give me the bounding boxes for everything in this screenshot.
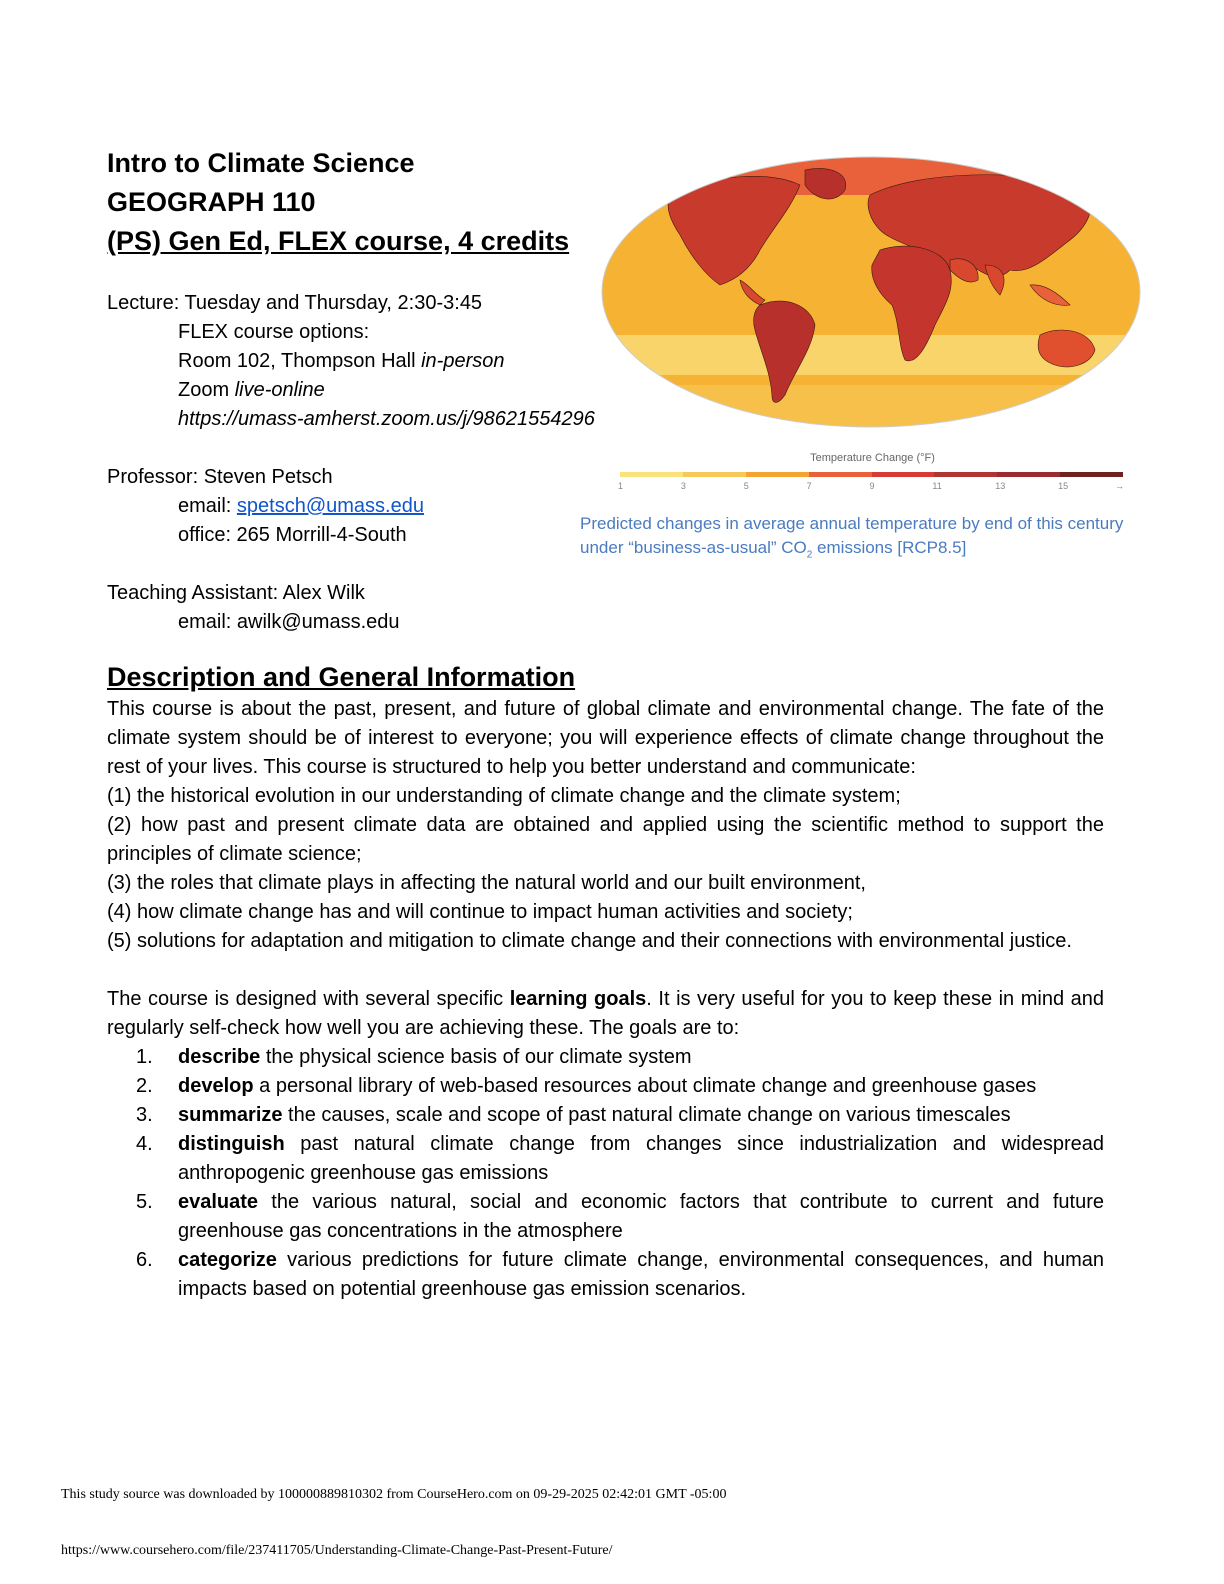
lecture-info: [107, 289, 595, 434]
learning-goal: [107, 1188, 1104, 1246]
figure-caption: [580, 512, 1123, 567]
legend-swatch: [1060, 472, 1123, 477]
goals-intro-bold: learning goals: [509, 988, 647, 1010]
legend-tick: 9: [869, 481, 875, 491]
professor-email-link[interactable]: spetsch@umass.edu: [236, 495, 424, 517]
goal-text: various predictions for future climate change, environmental consequences, and human impacts based on potential greenhouse gas emission scenarios.: [178, 1249, 1104, 1300]
goal-text: the physical science basis of our climate system: [260, 1046, 692, 1068]
description-heading: Description and General Information: [107, 662, 576, 692]
zoom-line: [107, 376, 595, 405]
goals-intro-text: The course is designed with several specific: [107, 988, 510, 1010]
goal-verb: develop: [178, 1075, 254, 1097]
legend-tick: 15: [1058, 481, 1069, 491]
goal-number: 6.: [136, 1249, 153, 1271]
legend-tick: 7: [806, 481, 812, 491]
goal-number: 1.: [136, 1046, 153, 1068]
goal-number: 4.: [136, 1133, 153, 1155]
legend-title: Temperature Change (°F): [810, 452, 935, 464]
legend-tick: 13: [995, 481, 1006, 491]
legend-tick: 11: [932, 481, 942, 491]
ta-info: [107, 579, 400, 637]
zoom: Zoom: [178, 379, 235, 401]
description-point: (1) the historical evolution in our understanding of climate change and the climate system;: [107, 785, 901, 807]
ta-line: Teaching Assistant: Alex Wilk: [107, 582, 365, 604]
goal-text: the various natural, social and economic factors that contribute to current and future greenhouse gas concentrations in the atmosphere: [178, 1191, 1104, 1242]
legend-swatch: [934, 472, 997, 477]
goals-intro-text-end: . It is very useful for you to keep these in mind and regularly self-check how well you are achieving these. The goals are to:: [107, 988, 1105, 1039]
source-url[interactable]: https://www.coursehero.com/file/237411705/Understanding-Climate-Change-Past-Present-Future/: [61, 1543, 613, 1558]
flex-label: FLEX course options:: [178, 321, 370, 343]
email-label: email:: [178, 495, 237, 517]
course-title: Intro to Climate Science: [107, 148, 415, 178]
course-code: GEOGRAPH 110: [107, 187, 316, 217]
goal-verb: describe: [178, 1046, 261, 1068]
legend-swatch: [746, 472, 809, 477]
goal-text: a personal library of web-based resources about climate change and greenhouse gases: [253, 1075, 1037, 1097]
legend-tick: 1: [618, 481, 624, 491]
legend-swatch: [620, 472, 683, 477]
goal-number: 5.: [136, 1191, 153, 1213]
temperature-map: [600, 155, 1142, 429]
learning-goal: [107, 1246, 1104, 1304]
legend-tick: 3: [680, 481, 686, 491]
caption-text: under “business-as-usual” CO: [580, 538, 807, 557]
legend-ticks: [616, 481, 1126, 495]
description-point: (3) the roles that climate plays in affecting the natural world and our built environment,: [107, 872, 866, 894]
description-point: (2) how past and present climate data are obtained and applied using the scientific method to support the principles of climate science;: [107, 814, 1104, 865]
caption-line-2: [580, 536, 1123, 567]
learning-goal: [107, 1101, 1104, 1130]
description-body: [107, 695, 1104, 1304]
caption-text-end: emissions [RCP8.5]: [812, 538, 967, 557]
legend-tick: →: [1115, 481, 1124, 491]
learning-goal: [107, 1130, 1104, 1188]
legend-color-bar: [620, 472, 1123, 477]
goal-number: 3.: [136, 1104, 153, 1126]
legend-tick: 5: [743, 481, 749, 491]
goal-verb: categorize: [178, 1249, 277, 1271]
caption-line-1: Predicted changes in average annual temperature by end of this century: [580, 514, 1124, 533]
room-line: [107, 347, 595, 376]
legend-swatch: [997, 472, 1060, 477]
goal-number: 2.: [136, 1075, 153, 1097]
goal-verb: distinguish: [178, 1133, 285, 1155]
room-mode: in-person: [421, 350, 505, 372]
goal-verb: evaluate: [178, 1191, 259, 1213]
ta-email: email: awilk@umass.edu: [178, 611, 400, 633]
goal-text: the causes, scale and scope of past natural climate change on various timescales: [282, 1104, 1011, 1126]
legend-swatch: [872, 472, 935, 477]
office-line: office: 265 Morrill-4-South: [178, 524, 407, 546]
description-intro: This course is about the past, present, and future of global climate and environmental change. The fate of the climate system should be of interest to everyone; you will experience effects of climate change throughout the rest of your lives. This course is structured to help you better understand and communicate:: [107, 698, 1104, 778]
room: Room 102, Thompson Hall: [178, 350, 422, 372]
goals-intro: [107, 985, 1104, 1043]
caption-subscript: 2: [806, 549, 813, 561]
course-header: [107, 144, 569, 261]
course-type: (PS) Gen Ed, FLEX course, 4 credits: [107, 226, 570, 256]
description-point: (5) solutions for adaptation and mitigation to climate change and their connections with environmental justice.: [107, 930, 1072, 952]
learning-goal: [107, 1072, 1104, 1101]
goal-verb: summarize: [178, 1104, 283, 1126]
professor-line: Professor: Steven Petsch: [107, 466, 333, 488]
zoom-mode: live-online: [234, 379, 325, 401]
zoom-url[interactable]: https://umass-amherst.zoom.us/j/98621554296: [178, 408, 595, 430]
lecture-line: Lecture: Tuesday and Thursday, 2:30-3:45: [107, 292, 483, 314]
goal-text: past natural climate change from changes since industrialization and widespread anthropogenic greenhouse gas emissions: [178, 1133, 1104, 1184]
professor-info: [107, 463, 424, 550]
download-note: This study source was downloaded by 100000889810302 from CourseHero.com on 09-29-2025 02:42:01 GMT -05:00: [61, 1487, 727, 1502]
legend-swatch: [683, 472, 746, 477]
learning-goal: [107, 1043, 1104, 1072]
description-point: (4) how climate change has and will continue to impact human activities and society;: [107, 901, 853, 923]
legend-swatch: [809, 472, 872, 477]
